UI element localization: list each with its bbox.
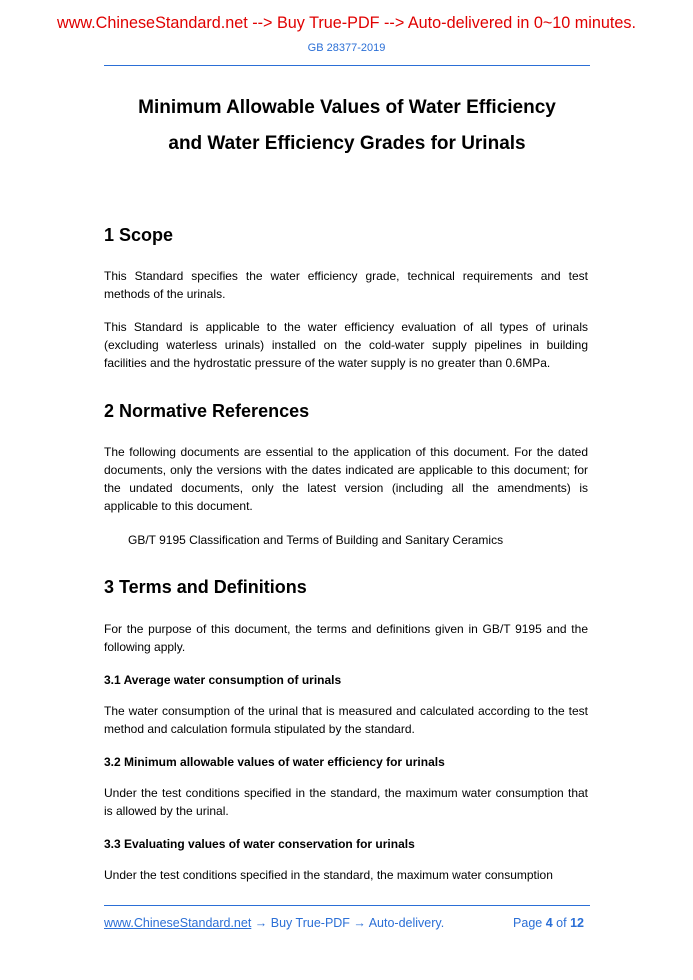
term-heading-3-2: 3.2 Minimum allowable values of water efficiency for urinals	[104, 755, 445, 769]
of-label: of	[556, 916, 567, 930]
total-pages-number: 12	[570, 916, 584, 930]
current-page-number: 4	[545, 916, 553, 930]
title-line-1: Minimum Allowable Values of Water Efficiency	[138, 97, 556, 118]
footer	[104, 916, 588, 930]
standard-code-header: GB 28377-2019	[307, 42, 386, 54]
scope-paragraph-1: This Standard specifies the water efficiency grade, technical requirements and test methods of the urinals.	[104, 269, 588, 301]
section-heading-terms: 3 Terms and Definitions	[104, 577, 307, 597]
footer-tagline: → Buy True-PDF → Auto-delivery.	[251, 916, 445, 930]
term-definition-3-2: Under the test conditions specified in the standard, the maximum water consumption that is allowed by the urinal.	[104, 786, 588, 818]
page-label: Page	[513, 916, 543, 930]
term-heading-3-1: 3.1 Average water consumption of urinals	[104, 673, 342, 687]
section-heading-references: 2 Normative References	[104, 401, 310, 421]
footer-website-link[interactable]: www.ChineseStandard.net	[104, 916, 252, 930]
top-banner[interactable]: www.ChineseStandard.net --> Buy True-PDF --> Auto-delivered in 0~10 minutes.	[57, 14, 636, 32]
references-paragraph: The following documents are essential to the application of this document. For the dated documents, only the versions with the dates indicated are applicable to this document; for the undated documents, only the latest version (including all the amendments) is applicable to this document.	[104, 445, 588, 513]
section-heading-scope: 1 Scope	[104, 225, 174, 245]
title-line-2: and Water Efficiency Grades for Urinals	[168, 133, 526, 154]
term-definition-3-1: The water consumption of the urinal that is measured and calculated according to the test method and calculation formula stipulated by the standard.	[104, 704, 588, 736]
terms-intro-paragraph: For the purpose of this document, the terms and definitions given in GB/T 9195 and the following apply.	[104, 622, 588, 654]
footer-divider	[104, 905, 590, 906]
page-indicator	[513, 916, 584, 930]
term-definition-3-3: Under the test conditions specified in the standard, the maximum water consumption	[104, 868, 553, 882]
scope-paragraph-2: This Standard is applicable to the water efficiency evaluation of all types of urinals (excluding waterless urinals) installed on the cold-water supply pipelines in building facilities and the hydrostatic pressure of the water supply is no greater than 0.6MPa.	[104, 320, 588, 370]
header-divider	[104, 65, 590, 66]
term-heading-3-3: 3.3 Evaluating values of water conservation for urinals	[104, 837, 415, 851]
reference-item-gbt9195: GB/T 9195 Classification and Terms of Building and Sanitary Ceramics	[128, 533, 504, 547]
document-title	[104, 90, 590, 162]
